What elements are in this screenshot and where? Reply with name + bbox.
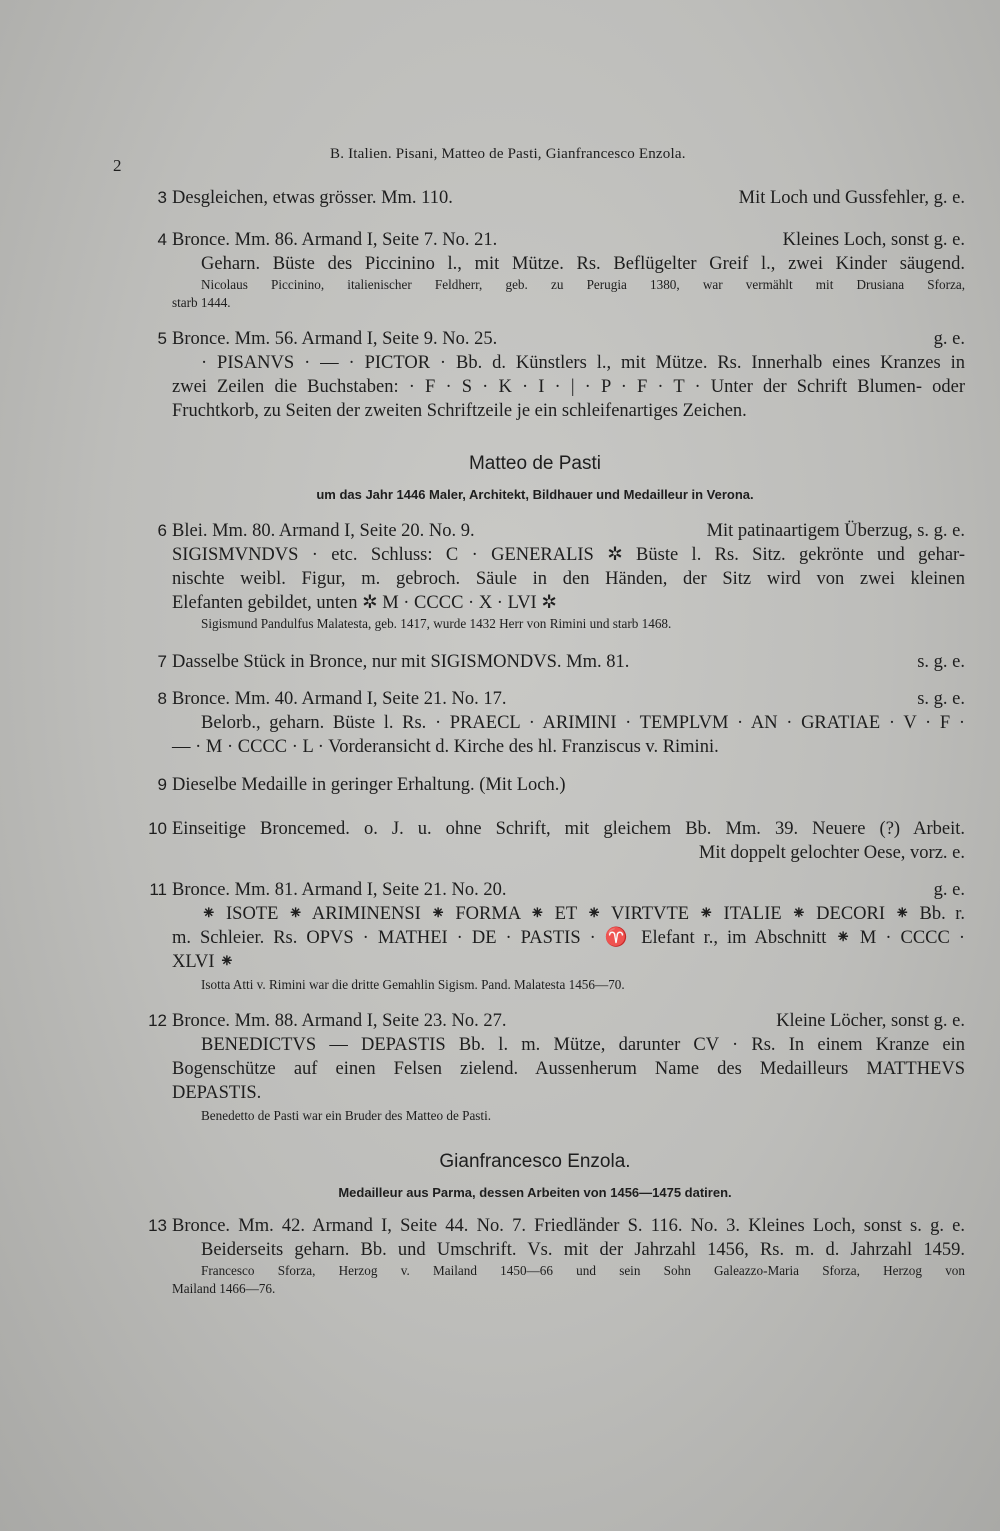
entry-text-line: · PISANVS · — · PICTOR · Bb. d. Künstlers l., mit Mütze. Rs. Innerhalb eines Kranzes in xyxy=(201,353,965,373)
entry-description: Dieselbe Medaille in geringer Erhaltung. (Mit Loch.) xyxy=(172,775,566,795)
entry-number: 5 xyxy=(157,329,167,348)
entry-description: Blei. Mm. 80. Armand I, Seite 20. No. 9. xyxy=(172,521,475,541)
entry-condition: g. e. xyxy=(933,329,965,349)
section-subtitle: Medailleur aus Parma, dessen Arbeiten von 1456—1475 datiren. xyxy=(338,1185,732,1200)
entry-number: 8 xyxy=(157,689,167,708)
entry-text-line: Elefanten gebildet, unten ✲ M · CCCC · X · LVI ✲ xyxy=(172,593,557,613)
entry-condition: Mit patinaartigem Überzug, s. g. e. xyxy=(706,521,965,541)
entry-description: Bronce. Mm. 56. Armand I, Seite 9. No. 25. xyxy=(172,329,498,349)
entry-description: Dasselbe Stück in Bronce, nur mit SIGISMONDVS. Mm. 81. xyxy=(172,652,630,672)
running-header: B. Italien. Pisani, Matteo de Pasti, Gianfrancesco Enzola. xyxy=(330,146,686,162)
catalog-entry-3 xyxy=(145,186,965,210)
entry-note: Isotta Atti v. Rimini war die dritte Gemahlin Sigism. Pand. Malatesta 1456—70. xyxy=(201,977,625,992)
entry-text-line: — · M · CCCC · L · Vorderansicht d. Kirche des hl. Franziscus v. Rimini. xyxy=(172,737,719,757)
entry-condition: Kleine Löcher, sonst g. e. xyxy=(776,1011,965,1031)
entry-number: 10 xyxy=(148,819,167,838)
entry-number: 11 xyxy=(149,880,167,899)
section-title: Matteo de Pasti xyxy=(468,453,602,474)
entry-description: Einseitige Broncemed. o. J. u. ohne Schrift, mit gleichem Bb. Mm. 39. Neuere (?) Arbeit. xyxy=(172,819,965,839)
catalog-entry-6 xyxy=(145,519,965,633)
entry-condition: s. g. e. xyxy=(917,689,965,709)
catalog-entry-4 xyxy=(145,228,965,312)
catalog-entry-12 xyxy=(145,1009,965,1125)
entry-condition: s. g. e. xyxy=(917,652,965,672)
entry-text-line: SIGISMVNDVS · etc. Schluss: C · GENERALIS ✲ Büste l. Rs. Sitz. gekrönte und gehar- xyxy=(172,545,965,565)
catalog-entry-9 xyxy=(145,773,965,797)
entry-number: 9 xyxy=(157,775,167,794)
entry-text-line: Beiderseits geharn. Bb. und Umschrift. Vs. mit der Jahrzahl 1456, Rs. m. d. Jahrzahl 1459. xyxy=(201,1240,965,1260)
entry-text-line: XLVI ⁕ xyxy=(172,952,235,972)
section-title: Gianfrancesco Enzola. xyxy=(439,1151,631,1172)
entry-condition: Kleines Loch, sonst g. e. xyxy=(782,230,965,250)
catalog-entry-10 xyxy=(145,817,965,865)
entry-condition: Mit doppelt gelochter Oese, vorz. e. xyxy=(698,843,965,863)
entry-number: 13 xyxy=(148,1216,167,1235)
entry-number: 6 xyxy=(157,521,167,540)
catalog-entry-5 xyxy=(145,327,965,423)
entry-text-line: Geharn. Büste des Piccinino l., mit Mütze. Rs. Beflügelter Greif l., zwei Kinder säugend. xyxy=(201,254,965,274)
entry-description: Bronce. Mm. 81. Armand I, Seite 21. No. 20. xyxy=(172,880,507,900)
entry-text-line: ⁕ ISOTE ⁕ ARIMINENSI ⁕ FORMA ⁕ ET ⁕ VIRTVTE ⁕ ITALIE ⁕ DECORI ⁕ Bb. r. xyxy=(201,904,965,924)
catalog-entry-13 xyxy=(145,1214,965,1298)
entry-text-line: Belorb., geharn. Büste l. Rs. · PRAECL · ARIMINI · TEMPLVM · AN · GRATIAE · V · F · xyxy=(201,713,965,733)
entry-note: Nicolaus Piccinino, italienischer Feldherr, geb. zu Perugia 1380, war vermählt mit Drusiana Sforza, xyxy=(201,277,965,292)
entry-condition: g. e. xyxy=(933,880,965,900)
catalog-entry-11 xyxy=(145,878,965,994)
entry-text-line: zwei Zeilen die Buchstaben: · F · S · K · I · | · P · F · T · Unter der Schrift Blumen- oder xyxy=(172,377,965,397)
entry-text-line: DEPASTIS. xyxy=(172,1083,262,1103)
entry-number: 3 xyxy=(157,188,167,207)
entry-note-continued: starb 1444. xyxy=(172,295,231,310)
entry-text-line: nischte weibl. Figur, m. gebroch. Säule in den Händen, der Sitz wird von zwei kleinen xyxy=(172,569,965,589)
entry-description: Bronce. Mm. 88. Armand I, Seite 23. No. 27. xyxy=(172,1011,507,1031)
entry-note: Sigismund Pandulfus Malatesta, geb. 1417, wurde 1432 Herr von Rimini und starb 1468. xyxy=(201,616,672,631)
entry-note: Francesco Sforza, Herzog v. Mailand 1450—66 und sein Sohn Galeazzo-Maria Sforza, Herzog von xyxy=(201,1263,965,1278)
page-number: 2 xyxy=(113,156,122,175)
entry-number: 12 xyxy=(148,1011,167,1030)
catalog-entry-7 xyxy=(145,650,965,674)
entry-text-line: BENEDICTVS — DEPASTIS Bb. l. m. Mütze, darunter CV · Rs. In einem Kranze ein xyxy=(201,1035,965,1055)
entry-description: Bronce. Mm. 42. Armand I, Seite 44. No. 7. Friedländer S. 116. No. 3. Kleines Loch, sonst s. g. e. xyxy=(172,1216,965,1236)
entry-description: Bronce. Mm. 40. Armand I, Seite 21. No. 17. xyxy=(172,689,507,709)
entry-number: 4 xyxy=(157,230,167,249)
catalog-entry-8 xyxy=(145,687,965,759)
section-subtitle: um das Jahr 1446 Maler, Architekt, Bildhauer und Medailleur in Verona. xyxy=(316,487,754,502)
entry-number: 7 xyxy=(157,652,167,671)
entry-text-line: m. Schleier. Rs. OPVS · MATHEI · DE · PASTIS · ♈ Elefant r., im Abschnitt ⁕ M · CCCC · xyxy=(172,928,965,948)
entry-text-line: Bogenschütze auf einen Felsen zielend. Aussenherum Name des Medailleurs MATTHEVS xyxy=(172,1059,965,1079)
entry-note-continued: Mailand 1466—76. xyxy=(172,1281,276,1296)
entry-text-line: Fruchtkorb, zu Seiten der zweiten Schriftzeile je ein schleifenartiges Zeichen. xyxy=(172,401,747,421)
entry-condition: Mit Loch und Gussfehler, g. e. xyxy=(738,188,965,208)
entry-description: Desgleichen, etwas grösser. Mm. 110. xyxy=(172,188,453,208)
entry-note: Benedetto de Pasti war ein Bruder des Matteo de Pasti. xyxy=(201,1108,492,1123)
entry-description: Bronce. Mm. 86. Armand I, Seite 7. No. 21. xyxy=(172,230,498,250)
